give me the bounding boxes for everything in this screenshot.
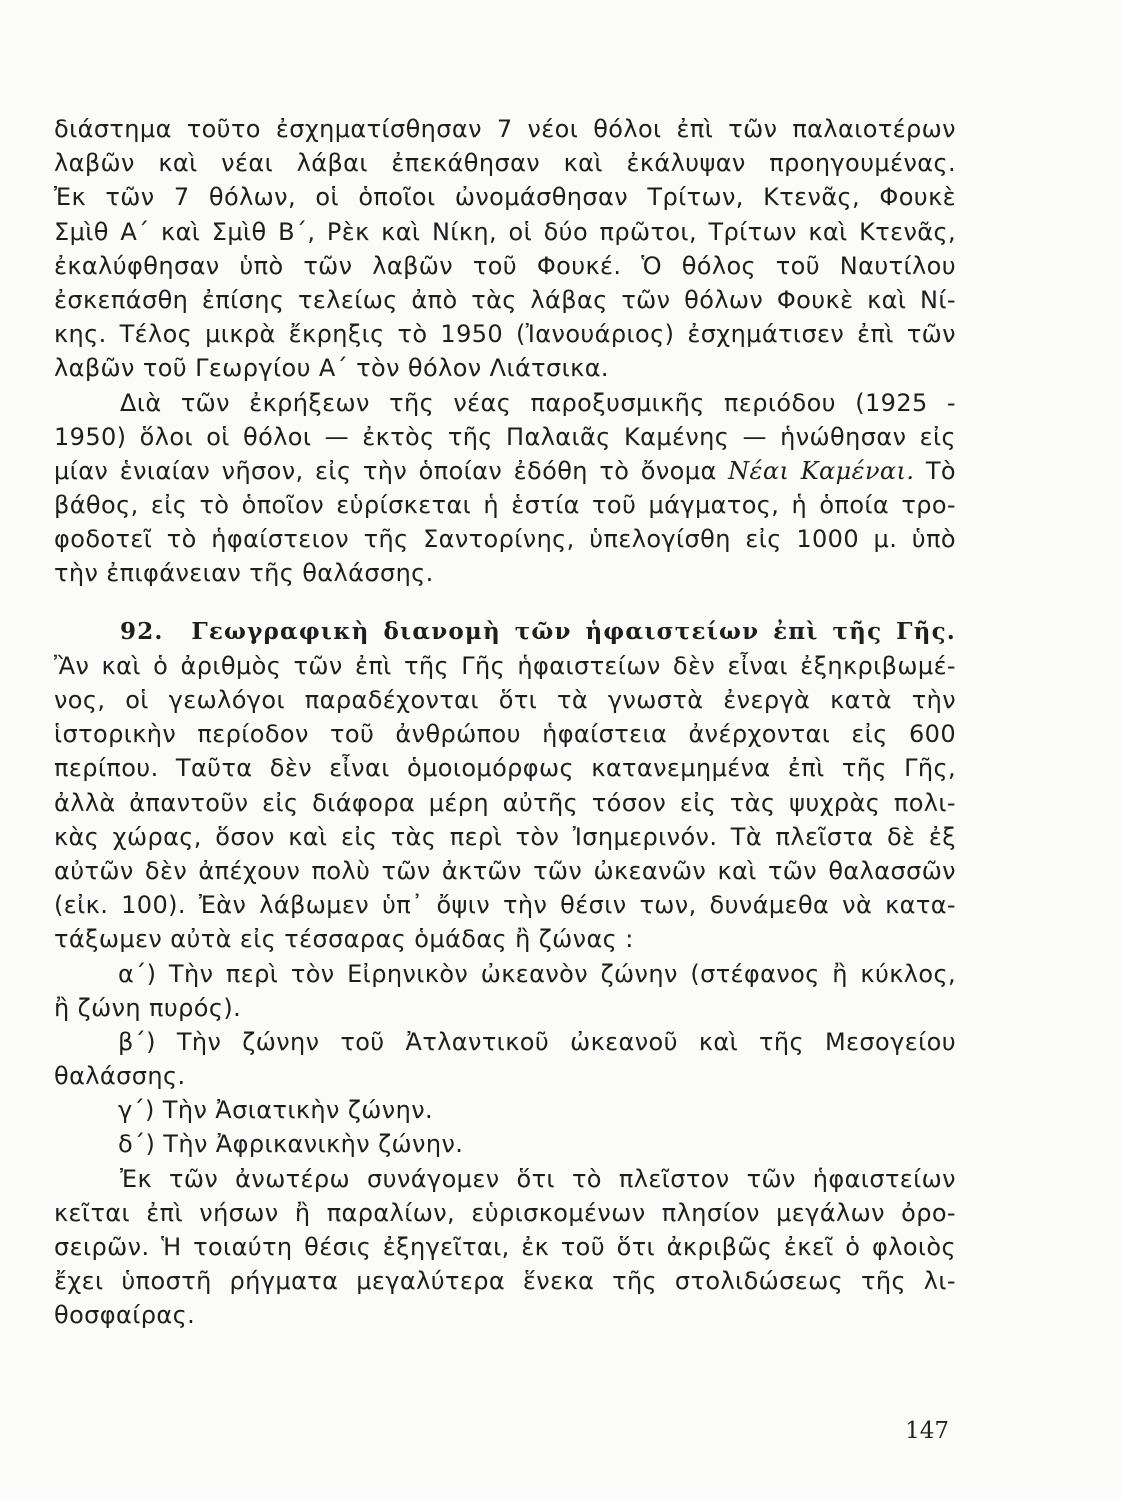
page-number: 147 — [905, 1418, 949, 1444]
text-line: περίπου. Ταῦτα δὲν εἶναι ὁμοιομόρφως κατανεμημένα ἐπὶ τῆς Γῆς, — [54, 754, 956, 783]
list-item-continuation: θαλάσσης. — [54, 1062, 186, 1091]
text-line: Ἐκ τῶν 7 θόλων, οἱ ὁποῖοι ὠνομάσθησαν Τρίτων, Κτενᾶς, Φουκὲ — [54, 183, 956, 212]
list-item: β΄) Τὴν ζώνην τοῦ Ἀτλαντικοῦ ὠκεανοῦ καὶ τῆς Μεσογείου — [118, 1027, 956, 1056]
text-line: τάξωμεν αὐτὰ εἰς τέσσαρας ὁμάδας ἢ ζώνας : — [54, 925, 634, 954]
text-line: ἀλλὰ ἀπαντοῦν εἰς διάφορα μέρη αὐτῆς τόσον εἰς τὰς ψυχρὰς πολι- — [54, 788, 956, 817]
text-segment: μίαν ἑνιαίαν νῆσον, εἰς τὴν ὁποίαν ἐδόθη τὸ ὄνομα — [54, 456, 717, 485]
text-line: Ἂν καὶ ὁ ἀριθμὸς τῶν ἐπὶ τῆς Γῆς ἡφαιστείων δὲν εἶναι ἐξηκριβωμέ- — [54, 651, 956, 680]
text-line-with-italic — [54, 454, 956, 488]
text-line: ἐκαλύφθησαν ὑπὸ τῶν λαβῶν τοῦ Φουκέ. Ὁ θόλος τοῦ Ναυτίλου — [54, 251, 956, 280]
text-line: Σμὶθ Α΄ καὶ Σμὶθ Β΄, Ρὲκ καὶ Νίκη, οἱ δύο πρῶτοι, Τρίτων καὶ Κτενᾶς, — [54, 217, 956, 246]
text-segment: Τὸ — [925, 456, 957, 485]
text-line: τὴν ἐπιφάνειαν τῆς θαλάσσης. — [54, 559, 434, 588]
text-line: ἱστορικὴν περίοδον τοῦ ἀνθρώπου ἡφαίστεια ἀνέρχονται εἰς 600 — [54, 720, 956, 749]
text-line: (εἰκ. 100). Ἐὰν λάβωμεν ὑπ᾽ ὄψιν τὴν θέσιν των, δυνάμεθα νὰ κατα- — [54, 891, 956, 920]
text-line: λαβῶν τοῦ Γεωργίου Α΄ τὸν θόλον Λιάτσικα. — [54, 354, 609, 383]
section-heading — [54, 615, 956, 649]
italic-name: Νέαι Καμέναι. — [728, 456, 915, 485]
text-line: ἔχει ὑποστῆ ρήγματα μεγαλύτερα ἕνεκα τῆς στολιδώσεως τῆς λι- — [54, 1267, 956, 1296]
text-line: ἐσκεπάσθη ἐπίσης τελείως ἀπὸ τὰς λάβας τῶν θόλων Φουκὲ καὶ Νί- — [54, 285, 956, 314]
text-line: κης. Τέλος μικρὰ ἔκρηξις τὸ 1950 (Ἰανουάριος) ἐσχημάτισεν ἐπὶ τῶν — [54, 320, 956, 349]
text-line: λαβῶν καὶ νέαι λάβαι ἐπεκάθησαν καὶ ἐκάλυψαν προηγουμένας. — [54, 149, 956, 178]
text-line: φοδοτεῖ τὸ ἡφαίστειον τῆς Σαντορίνης, ὑπελογίσθη εἰς 1000 μ. ὑπὸ — [54, 525, 956, 554]
list-item: α΄) Τὴν περὶ τὸν Εἰρηνικὸν ὠκεανὸν ζώνην (στέφανος ἢ κύκλος, — [118, 959, 956, 988]
list-item: γ΄) Τὴν Ἀσιατικὴν ζώνην. — [118, 1096, 434, 1125]
text-line: σειρῶν. Ἡ τοιαύτη θέσις ἐξηγεῖται, ἐκ τοῦ ὅτι ἀκριβῶς ἐκεῖ ὁ φλοιὸς — [54, 1233, 956, 1261]
text-line: Ἐκ τῶν ἀνωτέρω συνάγομεν ὅτι τὸ πλεῖστον τῶν ἡφαιστείων — [120, 1164, 956, 1193]
text-line: κεῖται ἐπὶ νήσων ἢ παραλίων, εὑρισκομένων πλησίον μεγάλων ὀρο- — [54, 1198, 956, 1227]
text-line: νος, οἱ γεωλόγοι παραδέχονται ὅτι τὰ γνωστὰ ἐνεργὰ κατὰ τὴν — [54, 686, 956, 714]
list-item: δ΄) Τὴν Ἀφρικανικὴν ζώνην. — [118, 1130, 464, 1159]
section-number: 92. — [120, 617, 164, 645]
section-spacer — [54, 591, 956, 615]
page-text — [54, 112, 956, 1333]
text-line: αὐτῶν δὲν ἀπέχουν πολὺ τῶν ἀκτῶν τῶν ὠκεανῶν καὶ τῶν θαλασσῶν — [54, 856, 956, 885]
list-item-continuation: ἢ ζώνη πυρός). — [54, 993, 242, 1022]
text-line: βάθος, εἰς τὸ ὁποῖον εὑρίσκεται ἡ ἑστία τοῦ μάγματος, ἡ ὁποία τρο- — [54, 491, 956, 520]
text-line: θοσφαίρας. — [54, 1301, 196, 1330]
text-line: κὰς χώρας, ὅσον καὶ εἰς τὰς περὶ τὸν Ἰσημερινόν. Τὰ πλεῖστα δὲ ἐξ — [54, 822, 956, 851]
text-line: 1950) ὅλοι οἱ θόλοι — ἐκτὸς τῆς Παλαιᾶς Καμένης — ἡνώθησαν εἰς — [54, 422, 956, 451]
section-title: Γεωγραφικὴ διανομὴ τῶν ἡφαιστείων ἐπὶ τῆς Γῆς. — [191, 617, 956, 645]
text-line: Διὰ τῶν ἐκρήξεων τῆς νέας παροξυσμικῆς περιόδου (1925 - — [120, 388, 956, 417]
text-line: διάστημα τοῦτο ἐσχηματίσθησαν 7 νέοι θόλοι ἐπὶ τῶν παλαιοτέρων — [54, 115, 956, 143]
